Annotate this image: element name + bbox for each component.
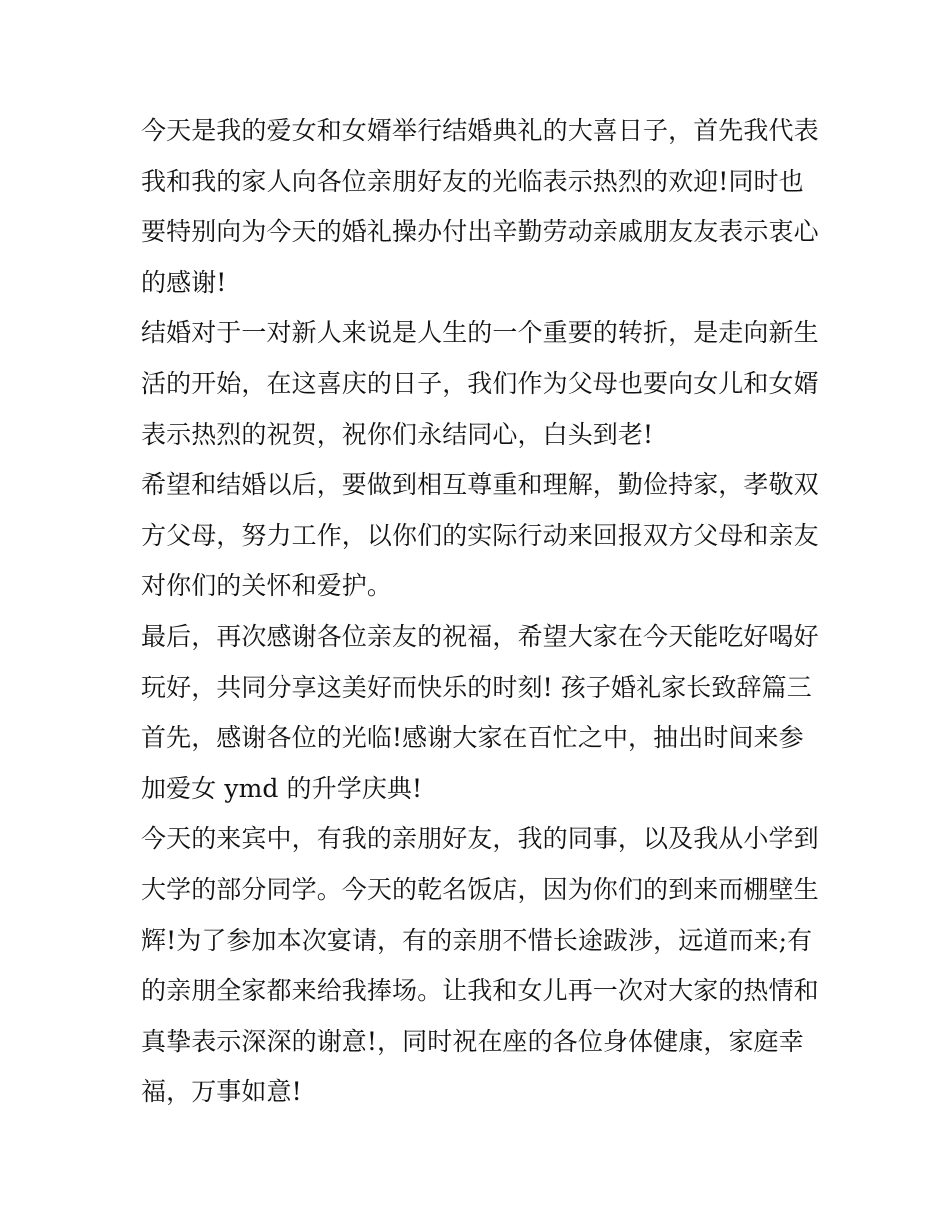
- text-line: 首先，感谢各位的光临!感谢大家在百忙之中，抽出时间来参: [141, 723, 804, 753]
- paragraph-1: [141, 106, 825, 308]
- paragraph-5: [141, 814, 825, 1118]
- text-line: 加爱女 ymd 的升学庆典!: [141, 773, 423, 803]
- text-line: 辉!为了参加本次宴请，有的亲朋不惜长途跋涉，远道而来;有: [141, 925, 813, 955]
- text-line: 今天的来宾中，有我的亲朋好友，我的同事，以及我从小学到: [141, 824, 819, 854]
- text-line: 表示热烈的祝贺，祝你们永结同心，白头到老!: [141, 419, 654, 449]
- text-line: 真挚表示深深的谢意!，同时祝在座的各位身体健康，家庭幸: [141, 1026, 804, 1056]
- text-line: 我和我的家人向各位亲朋好友的光临表示热烈的欢迎!同时也: [141, 166, 804, 196]
- paragraph-3: [141, 460, 825, 612]
- text-line: 希望和结婚以后，要做到相互尊重和理解，勤俭持家，孝敬双: [141, 470, 819, 500]
- text-line: 福，万事如意!: [141, 1077, 302, 1107]
- text-line: 的亲朋全家都来给我捧场。让我和女儿再一次对大家的热情和: [141, 976, 819, 1006]
- text-line: 玩好，共同分享这美好而快乐的时刻! 孩子婚礼家长致辞篇三: [141, 672, 812, 702]
- text-line: 对你们的关怀和爱护。: [141, 571, 393, 601]
- document-body: [141, 106, 825, 1118]
- text-line: 方父母，努力工作，以你们的实际行动来回报双方父母和亲友: [141, 520, 819, 550]
- text-line: 最后，再次感谢各位亲友的祝福，希望大家在今天能吃好喝好: [141, 621, 819, 651]
- text-line: 今天是我的爱女和女婿举行结婚典礼的大喜日子，首先我代表: [141, 116, 819, 145]
- paragraph-4: [141, 612, 825, 814]
- text-line: 要特别向为今天的婚礼操办付出辛勤劳动亲戚朋友友表示衷心: [141, 217, 819, 247]
- paragraph-2: [141, 308, 825, 460]
- text-line: 结婚对于一对新人来说是人生的一个重要的转折，是走向新生: [141, 318, 819, 348]
- text-line: 活的开始，在这喜庆的日子，我们作为父母也要向女儿和女婿: [141, 368, 819, 398]
- text-line: 大学的部分同学。今天的乾名饭店，因为你们的到来而棚壁生: [141, 874, 819, 904]
- text-line: 的感谢!: [141, 267, 227, 297]
